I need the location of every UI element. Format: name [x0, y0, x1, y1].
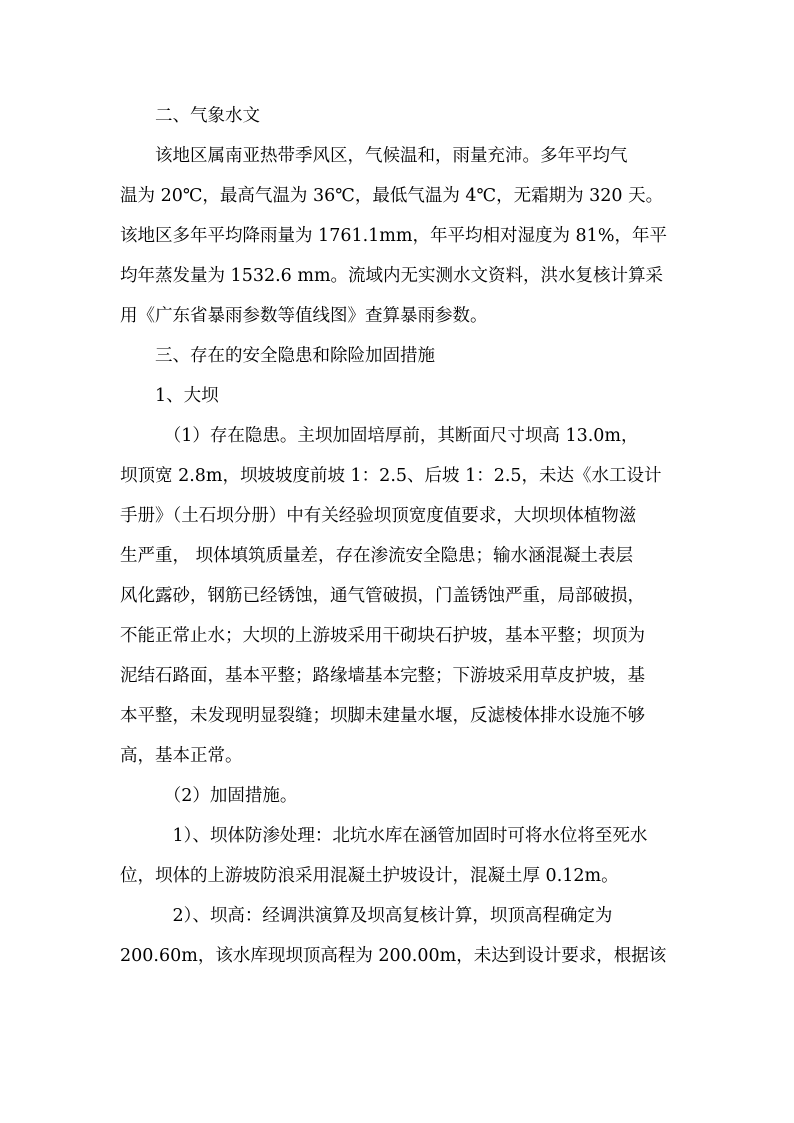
text-line: 该地区多年平均降雨量为 1761.1mm，年平均相对湿度为 81%，年平 — [120, 226, 667, 246]
text-line: 2）、坝高：经调洪演算及坝高复核计算，坝顶高程确定为 — [172, 906, 613, 926]
paragraph-meteorology — [120, 143, 675, 330]
text-line: （1）存在隐患。主坝加固培厚前，其断面尺寸坝高 13.0m， — [163, 426, 639, 446]
text-line: 风化露砂，钢筋已经锈蚀，通气管破损，门盖锈蚀严重，局部破损， — [120, 586, 645, 606]
subsection-heading-measures: （2）加固措施。 — [163, 786, 298, 806]
text-line: 该地区属南亚热带季风区，气候温和，雨量充沛。多年平均气 — [155, 146, 628, 166]
text-line: 位，坝体的上游坡防浪采用混凝土护坡设计，混凝土厚 0.12m。 — [120, 866, 619, 886]
subsection-heading-dam: 1、大坝 — [155, 386, 219, 406]
text-line: 手册》（土石坝分册）中有关经验坝顶宽度值要求，大坝坝体植物滋 — [120, 506, 637, 526]
text-line: 泥结石路面，基本平整；路缘墙基本完整；下游坡采用草皮护坡，基 — [120, 666, 645, 686]
text-line: 用《广东省暴雨参数等值线图》查算暴雨参数。 — [120, 306, 488, 326]
text-line: 温为 20℃，最高气温为 36℃，最低气温为 4℃，无霜期为 320 天。 — [120, 186, 664, 206]
text-line: 坝顶宽 2.8m，坝坡坡度前坡 1：2.5、后坡 1：2.5，未达《水工设计 — [120, 466, 662, 486]
text-line: 1）、坝体防渗处理：北坑水库在涵管加固时可将水位将至死水 — [172, 826, 648, 846]
section-heading-meteorology: 二、气象水文 — [155, 106, 260, 126]
text-line: 本平整，未发现明显裂缝；坝脚未建量水堰，反滤棱体排水设施不够 — [120, 706, 645, 726]
text-line: 200.60m，该水库现坝顶高程为 200.00m，未达到设计要求，根据该 — [120, 946, 667, 966]
section-heading-safety: 三、存在的安全隐患和除险加固措施 — [155, 346, 435, 366]
paragraph-hazards — [120, 423, 675, 770]
text-line: 不能正常止水；大坝的上游坡采用干砌块石护坡，基本平整；坝顶为 — [120, 626, 645, 646]
document-body — [120, 103, 675, 983]
paragraph-measure-1 — [120, 823, 675, 890]
text-line: 生严重， 坝体填筑质量差，存在渗流安全隐患；输水涵混凝土表层 — [120, 546, 634, 566]
paragraph-measure-2 — [120, 903, 675, 970]
text-line: 高，基本正常。 — [120, 746, 243, 766]
text-line: 均年蒸发量为 1532.6 mm。流域内无实测水文资料，洪水复核计算采 — [120, 266, 664, 286]
